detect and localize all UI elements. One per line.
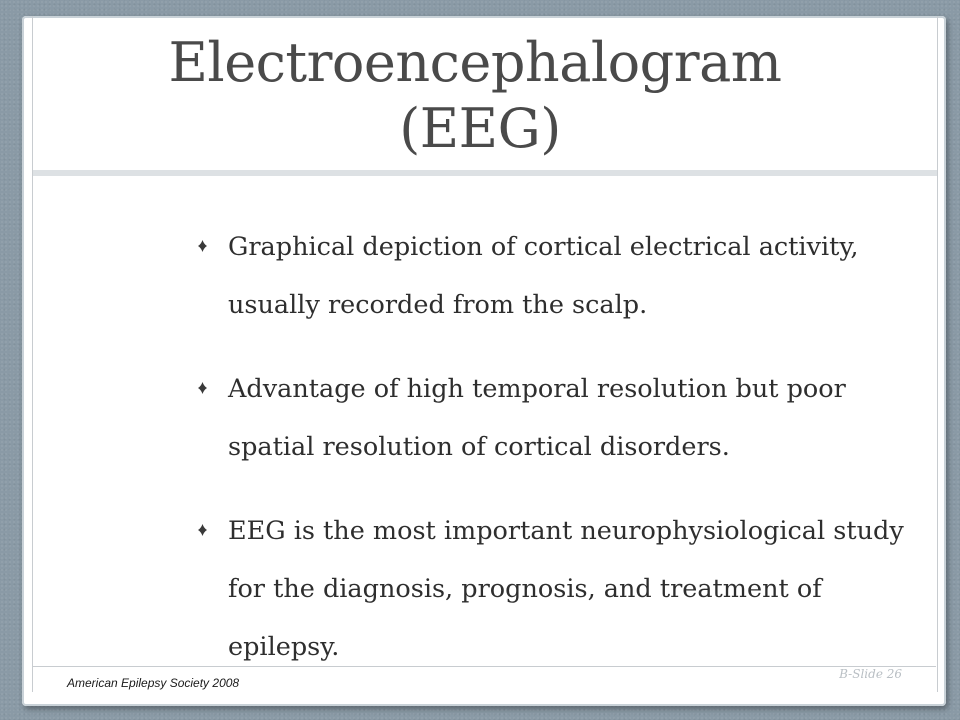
bullet-item: [188, 502, 928, 676]
diamond-bullet-icon: [198, 382, 207, 394]
footer-source: American Epilepsy Society 2008: [67, 676, 240, 690]
slide-frame: [32, 16, 938, 692]
bullet-text: EEG is the most important neurophysiological study for the diagnosis, prognosis, and treatment of epilepsy.: [228, 516, 904, 662]
diamond-bullet-icon: [198, 240, 207, 252]
diamond-bullet-icon: [198, 524, 207, 536]
bullet-text: Graphical depiction of cortical electrical activity, usually recorded from the scalp.: [228, 232, 859, 320]
slide: [22, 16, 946, 706]
title-line-1: Electroencephalogram: [168, 31, 782, 94]
title-block: [33, 16, 937, 176]
bullet-item: [188, 218, 928, 334]
footer-divider: [32, 666, 936, 667]
slide-number: B-Slide 26: [839, 667, 902, 681]
title-line-2: (EEG): [399, 97, 561, 160]
bullet-list: [188, 218, 928, 702]
slide-title: [33, 30, 937, 162]
bullet-text: Advantage of high temporal resolution but poor spatial resolution of cortical disorders.: [228, 374, 846, 462]
bullet-item: [188, 360, 928, 476]
